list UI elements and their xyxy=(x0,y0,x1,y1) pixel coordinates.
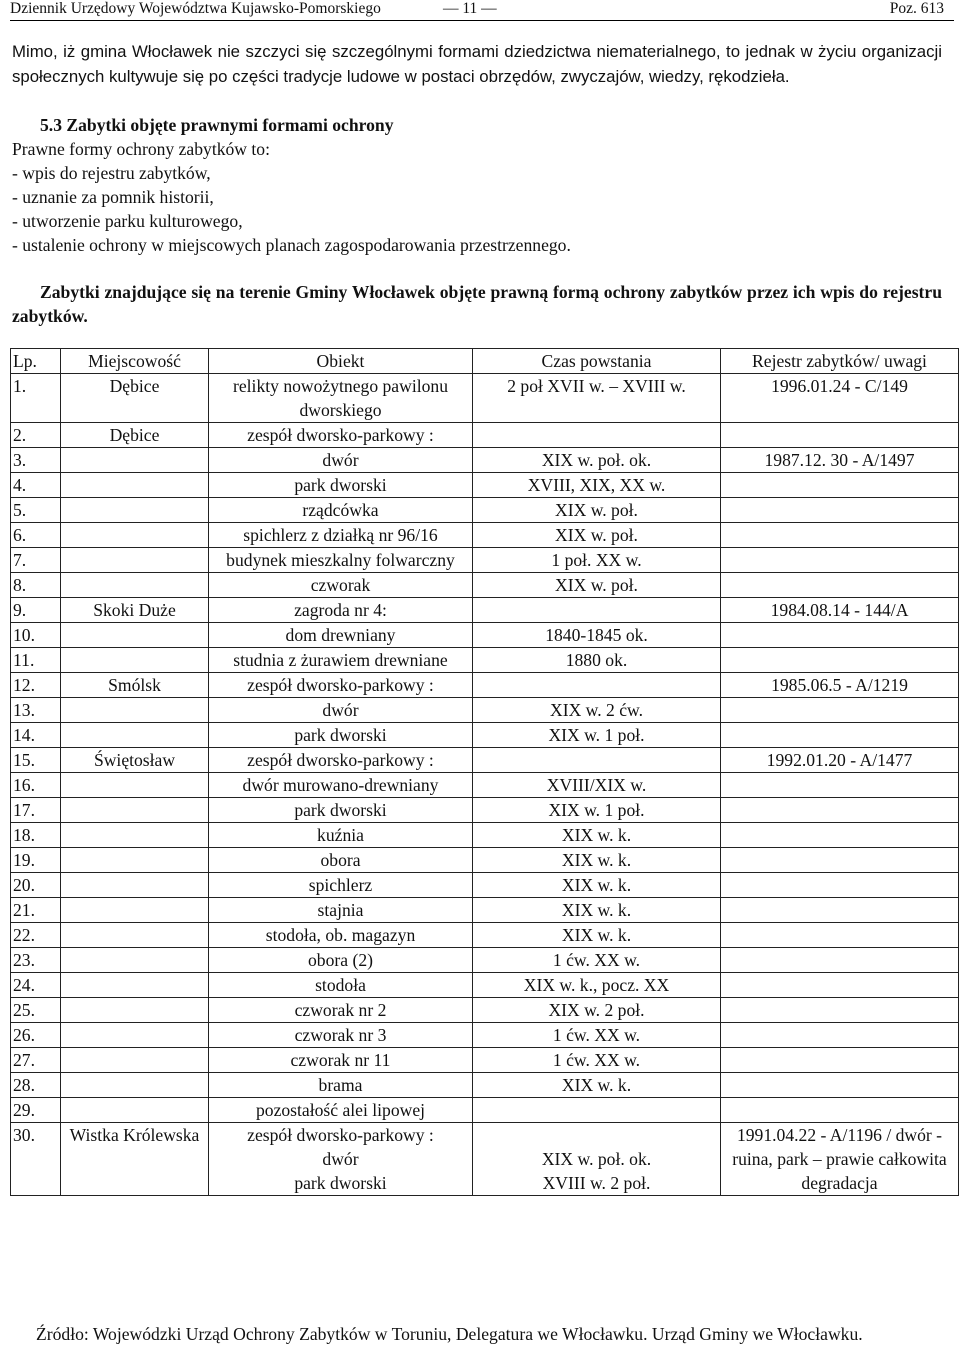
table-row xyxy=(11,523,959,548)
table-row xyxy=(11,473,959,498)
cell-place xyxy=(61,823,209,848)
cell-date xyxy=(473,673,721,698)
cell-date: XIX w. 1 poł. xyxy=(473,723,721,748)
cell-lp: 1. xyxy=(11,374,61,423)
cell-register xyxy=(721,548,959,573)
table-row xyxy=(11,948,959,973)
table-row xyxy=(11,973,959,998)
cell-object: czworak nr 3 xyxy=(209,1023,473,1048)
cell-date: XIX w. k. xyxy=(473,873,721,898)
cell-place xyxy=(61,873,209,898)
cell-place xyxy=(61,573,209,598)
cell-object: obora (2) xyxy=(209,948,473,973)
cell-register xyxy=(721,723,959,748)
table-row xyxy=(11,374,959,423)
section-heading: 5.3 Zabytki objęte prawnymi formami ochrony xyxy=(40,115,394,135)
page-number: — 11 — xyxy=(443,0,497,17)
cell-object: czworak nr 11 xyxy=(209,1048,473,1073)
cell-register: 1987.12. 30 - A/1497 xyxy=(721,448,959,473)
table-row xyxy=(11,798,959,823)
item-number: Poz. 613 xyxy=(889,0,944,17)
cell-place xyxy=(61,648,209,673)
header-date: Czas powstania xyxy=(473,349,721,374)
cell-place xyxy=(61,773,209,798)
cell-register xyxy=(721,948,959,973)
cell-lp: 12. xyxy=(11,673,61,698)
cell-place: Dębice xyxy=(61,374,209,423)
cell-date xyxy=(473,1098,721,1123)
table-row xyxy=(11,723,959,748)
cell-lp: 28. xyxy=(11,1073,61,1098)
cell-register xyxy=(721,798,959,823)
cell-register: 1985.06.5 - A/1219 xyxy=(721,673,959,698)
cell-lp: 30. xyxy=(11,1123,61,1196)
cell-object: obora xyxy=(209,848,473,873)
table-row xyxy=(11,898,959,923)
table-row xyxy=(11,498,959,523)
cell-register xyxy=(721,1098,959,1123)
legal-form-item: - uznanie za pomnik historii, xyxy=(12,187,214,207)
cell-lp: 8. xyxy=(11,573,61,598)
cell-register xyxy=(721,923,959,948)
cell-place xyxy=(61,523,209,548)
cell-object: park dworski xyxy=(209,473,473,498)
cell-object: park dworski xyxy=(209,798,473,823)
table-row xyxy=(11,998,959,1023)
cell-date: XIX w. k. xyxy=(473,848,721,873)
running-header xyxy=(10,0,954,21)
cell-lp: 29. xyxy=(11,1098,61,1123)
cell-object: dwór murowano-drewniany xyxy=(209,773,473,798)
cell-lp: 25. xyxy=(11,998,61,1023)
table-row xyxy=(11,923,959,948)
cell-register xyxy=(721,648,959,673)
cell-date: 1 ćw. XX w. xyxy=(473,1023,721,1048)
cell-date: XIX w. 2 poł. xyxy=(473,998,721,1023)
cell-lp: 14. xyxy=(11,723,61,748)
cell-date: 1 ćw. XX w. xyxy=(473,948,721,973)
cell-lp: 13. xyxy=(11,698,61,723)
cell-object: dom drewniany xyxy=(209,623,473,648)
cell-register xyxy=(721,573,959,598)
cell-lp: 26. xyxy=(11,1023,61,1048)
cell-place: Smólsk xyxy=(61,673,209,698)
cell-date: XVIII/XIX w. xyxy=(473,773,721,798)
cell-date: XIX w. k. xyxy=(473,923,721,948)
cell-date: 2 poł XVII w. – XVIII w. xyxy=(473,374,721,423)
cell-object: czworak nr 2 xyxy=(209,998,473,1023)
table-header-row xyxy=(11,349,959,374)
cell-lp: 15. xyxy=(11,748,61,773)
cell-place xyxy=(61,623,209,648)
intro-paragraph: Mimo, iż gmina Włocławek nie szczyci się szczególnymi formami dziedzictwa niematerialnego, to jednak w życiu organizacji społecznych kultywuje się po części tradycje ludowe w postaci obrzędów, zwyczajów, wiedzy, rękodzieła. xyxy=(12,42,942,86)
cell-lp: 22. xyxy=(11,923,61,948)
date-line: XIX w. poł. ok. xyxy=(541,1149,652,1169)
object-line: dwór xyxy=(322,1149,359,1169)
cell-register xyxy=(721,623,959,648)
cell-object: dwór xyxy=(209,448,473,473)
cell-place xyxy=(61,1048,209,1073)
table-row xyxy=(11,673,959,698)
cell-place: Skoki Duże xyxy=(61,598,209,623)
cell-object: dwór xyxy=(209,698,473,723)
cell-lp: 23. xyxy=(11,948,61,973)
cell-register xyxy=(721,848,959,873)
cell-place xyxy=(61,723,209,748)
legal-forms-section xyxy=(12,113,571,257)
cell-date: XIX w. k. xyxy=(473,823,721,848)
cell-object: czworak xyxy=(209,573,473,598)
cell-object: zespół dworsko-parkowy : xyxy=(209,423,473,448)
cell-object: rządcówka xyxy=(209,498,473,523)
cell-object: zespół dworsko-parkowy : xyxy=(209,673,473,698)
table-row xyxy=(11,573,959,598)
cell-object: brama xyxy=(209,1073,473,1098)
cell-lp: 4. xyxy=(11,473,61,498)
cell-place: Świętosław xyxy=(61,748,209,773)
cell-lp: 16. xyxy=(11,773,61,798)
cell-place xyxy=(61,973,209,998)
table-row xyxy=(11,598,959,623)
cell-date xyxy=(473,598,721,623)
cell-place xyxy=(61,498,209,523)
cell-place xyxy=(61,923,209,948)
cell-date: XIX w. 1 poł. xyxy=(473,798,721,823)
table-row xyxy=(11,823,959,848)
cell-lp: 3. xyxy=(11,448,61,473)
cell-lp: 20. xyxy=(11,873,61,898)
cell-register xyxy=(721,973,959,998)
table-row xyxy=(11,748,959,773)
cell-date xyxy=(473,423,721,448)
date-line xyxy=(475,1123,718,1147)
cell-place xyxy=(61,1098,209,1123)
cell-register xyxy=(721,698,959,723)
cell-lp: 21. xyxy=(11,898,61,923)
cell-date: XIX w. k. xyxy=(473,1073,721,1098)
cell-date: XIX w. poł. xyxy=(473,523,721,548)
cell-lp: 11. xyxy=(11,648,61,673)
cell-date: 1880 ok. xyxy=(473,648,721,673)
cell-lp: 19. xyxy=(11,848,61,873)
cell-object: budynek mieszkalny folwarczny xyxy=(209,548,473,573)
cell-register xyxy=(721,773,959,798)
table-row xyxy=(11,1023,959,1048)
cell-object: kuźnia xyxy=(209,823,473,848)
table-row xyxy=(11,698,959,723)
cell-place xyxy=(61,898,209,923)
cell-object: studnia z żurawiem drewniane xyxy=(209,648,473,673)
table-row xyxy=(11,648,959,673)
table-row xyxy=(11,1073,959,1098)
cell-register xyxy=(721,1073,959,1098)
cell-register: 1992.01.20 - A/1477 xyxy=(721,748,959,773)
journal-title: Dziennik Urzędowy Województwa Kujawsko-Pomorskiego xyxy=(10,0,381,17)
header-place: Miejscowość xyxy=(61,349,209,374)
cell-lp: 2. xyxy=(11,423,61,448)
cell-place xyxy=(61,798,209,823)
cell-place xyxy=(61,473,209,498)
table-caption: Zabytki znajdujące się na terenie Gminy Włocławek objęte prawną formą ochrony zabytków przez ich wpis do rejestru zabytków. xyxy=(12,282,942,326)
cell-date: 1840-1845 ok. xyxy=(473,623,721,648)
cell-register: 1991.04.22 - A/1196 / dwór - ruina, park – prawie całkowita degradacja xyxy=(721,1123,959,1196)
object-line: zespół dworsko-parkowy : xyxy=(247,1125,434,1145)
cell-register xyxy=(721,1023,959,1048)
header-register: Rejestr zabytków/ uwagi xyxy=(721,349,959,374)
cell-lp: 27. xyxy=(11,1048,61,1073)
cell-register: 1984.08.14 - 144/A xyxy=(721,598,959,623)
cell-lp: 5. xyxy=(11,498,61,523)
cell-object: stajnia xyxy=(209,898,473,923)
object-line: park dworski xyxy=(294,1173,387,1193)
cell-lp: 7. xyxy=(11,548,61,573)
header-lp: Lp. xyxy=(11,349,61,374)
table-row xyxy=(11,1123,959,1196)
cell-object: zagroda nr 4: xyxy=(209,598,473,623)
cell-date: XVIII, XIX, XX w. xyxy=(473,473,721,498)
cell-register xyxy=(721,523,959,548)
cell-register xyxy=(721,473,959,498)
cell-object: spichlerz xyxy=(209,873,473,898)
cell-place xyxy=(61,1023,209,1048)
monuments-register-table xyxy=(10,348,959,1196)
table-row xyxy=(11,423,959,448)
cell-lp: 24. xyxy=(11,973,61,998)
table-row xyxy=(11,1098,959,1123)
table-row xyxy=(11,773,959,798)
cell-register: 1996.01.24 - C/149 xyxy=(721,374,959,423)
table-row xyxy=(11,1048,959,1073)
cell-place xyxy=(61,548,209,573)
cell-place: Wistka Królewska xyxy=(61,1123,209,1196)
cell-place xyxy=(61,698,209,723)
cell-object: stodoła, ob. magazyn xyxy=(209,923,473,948)
source-note: Źródło: Wojewódzki Urząd Ochrony Zabytków w Toruniu, Delegatura we Włocławku. Urząd Gminy we Włocławku. xyxy=(36,1324,863,1344)
cell-object: spichlerz z działką nr 96/16 xyxy=(209,523,473,548)
cell-date: 1 poł. XX w. xyxy=(473,548,721,573)
cell-date: XIX w. k. xyxy=(473,898,721,923)
cell-register xyxy=(721,998,959,1023)
cell-date: 1 ćw. XX w. xyxy=(473,1048,721,1073)
cell-place: Dębice xyxy=(61,423,209,448)
cell-object: park dworski xyxy=(209,723,473,748)
section-lead: Prawne formy ochrony zabytków to: xyxy=(12,139,270,159)
cell-register xyxy=(721,1048,959,1073)
cell-date: XIX w. poł. xyxy=(473,498,721,523)
cell-lp: 18. xyxy=(11,823,61,848)
cell-lp: 9. xyxy=(11,598,61,623)
cell-object xyxy=(209,1123,473,1196)
cell-register xyxy=(721,873,959,898)
table-row xyxy=(11,623,959,648)
table-row xyxy=(11,448,959,473)
legal-form-item: - ustalenie ochrony w miejscowych planach zagospodarowania przestrzennego. xyxy=(12,235,571,255)
cell-lp: 17. xyxy=(11,798,61,823)
cell-lp: 10. xyxy=(11,623,61,648)
cell-object: relikty nowożytnego pawilonu dworskiego xyxy=(209,374,473,423)
legal-form-item: - wpis do rejestru zabytków, xyxy=(12,163,211,183)
cell-place xyxy=(61,1073,209,1098)
table-row xyxy=(11,548,959,573)
date-line: XVIII w. 2 poł. xyxy=(542,1173,651,1193)
cell-place xyxy=(61,848,209,873)
header-object: Obiekt xyxy=(209,349,473,374)
table-row xyxy=(11,848,959,873)
cell-register xyxy=(721,423,959,448)
cell-register xyxy=(721,898,959,923)
table-row xyxy=(11,873,959,898)
cell-place xyxy=(61,448,209,473)
cell-object: zespół dworsko-parkowy : xyxy=(209,748,473,773)
cell-place xyxy=(61,948,209,973)
cell-register xyxy=(721,498,959,523)
legal-form-item: - utworzenie parku kulturowego, xyxy=(12,211,243,231)
cell-date xyxy=(473,1123,721,1196)
cell-register xyxy=(721,823,959,848)
cell-date: XIX w. 2 ćw. xyxy=(473,698,721,723)
cell-date: XIX w. k., pocz. XX xyxy=(473,973,721,998)
cell-object: stodoła xyxy=(209,973,473,998)
cell-lp: 6. xyxy=(11,523,61,548)
cell-object: pozostałość alei lipowej xyxy=(209,1098,473,1123)
cell-date: XIX w. poł. xyxy=(473,573,721,598)
cell-date: XIX w. poł. ok. xyxy=(473,448,721,473)
cell-date xyxy=(473,748,721,773)
cell-place xyxy=(61,998,209,1023)
